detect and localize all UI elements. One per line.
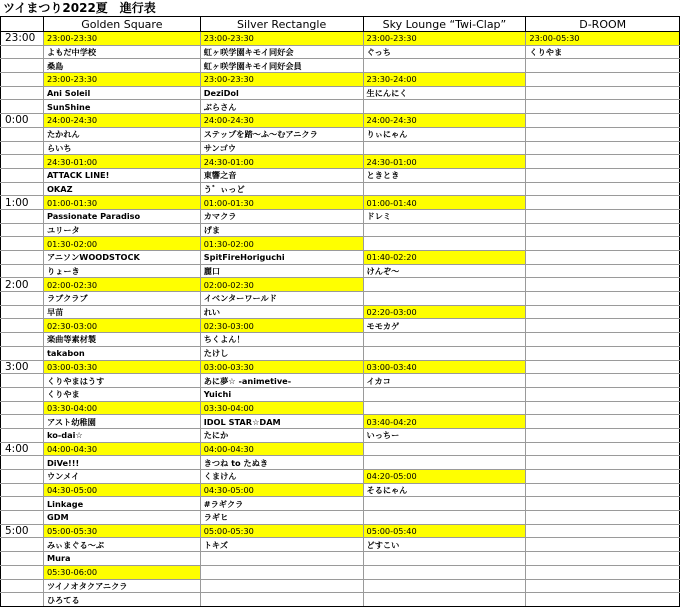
performer-cell-sky-lounge[interactable] (363, 333, 526, 347)
time-slot-cell-silver-rectangle[interactable]: 02:00-02:30 (200, 278, 363, 292)
performer-cell-golden-square[interactable]: takabon (43, 346, 200, 360)
time-label (1, 552, 44, 566)
performer-cell-sky-lounge[interactable]: ぐっち (363, 45, 526, 59)
performer-cell-sky-lounge[interactable] (363, 59, 526, 73)
table-row (1, 415, 680, 429)
table-row (1, 141, 680, 155)
table-row (1, 114, 680, 128)
time-label: 5:00 (1, 524, 44, 538)
time-label: 23:00 (1, 32, 44, 46)
performer-cell-sky-lounge[interactable]: どすこい (363, 538, 526, 552)
performer-cell-d-room[interactable] (526, 182, 680, 196)
time-label (1, 415, 44, 429)
table-row (1, 100, 680, 114)
performer-cell-silver-rectangle[interactable]: Yuichi (200, 387, 363, 401)
time-slot-cell-golden-square[interactable]: 24:00-24:30 (43, 114, 200, 128)
time-slot-cell-golden-square[interactable]: 04:30-05:00 (43, 483, 200, 497)
performer-cell-d-room[interactable] (526, 552, 680, 566)
time-slot-cell-silver-rectangle[interactable]: 23:00-23:30 (200, 32, 363, 46)
performer-cell-d-room[interactable] (526, 565, 680, 579)
time-slot-cell-d-room[interactable]: 23:00-05:30 (526, 32, 680, 46)
performer-cell-silver-rectangle[interactable]: たにか (200, 428, 363, 442)
table-row (1, 32, 680, 46)
performer-cell-golden-square[interactable]: りょーき (43, 264, 200, 278)
table-row (1, 251, 680, 265)
performer-cell-d-room[interactable] (526, 73, 680, 87)
performer-cell-silver-rectangle[interactable]: SpitFireHoriguchi (200, 251, 363, 265)
time-label (1, 470, 44, 484)
performer-cell-golden-square[interactable]: OKAZ (43, 182, 200, 196)
table-row (1, 524, 680, 538)
performer-cell-silver-rectangle[interactable]: れい (200, 305, 363, 319)
performer-cell-silver-rectangle[interactable]: 虹ヶ咲学園キモイ同好会 (200, 45, 363, 59)
performer-cell-silver-rectangle[interactable]: ちくよん！ (200, 333, 363, 347)
time-label (1, 593, 44, 607)
table-row (1, 264, 680, 278)
performer-cell-sky-lounge[interactable] (363, 387, 526, 401)
performer-cell-silver-rectangle[interactable]: DeziDol (200, 86, 363, 100)
performer-cell-silver-rectangle[interactable] (200, 579, 363, 593)
performer-cell-golden-square[interactable]: くりやま (43, 387, 200, 401)
table-row (1, 346, 680, 360)
time-label (1, 45, 44, 59)
time-label (1, 251, 44, 265)
table-row (1, 168, 680, 182)
time-slot-cell-silver-rectangle[interactable]: 04:30-05:00 (200, 483, 363, 497)
performer-cell-silver-rectangle[interactable]: イベンターワールド (200, 292, 363, 306)
performer-cell-d-room[interactable] (526, 114, 680, 128)
table-row (1, 305, 680, 319)
performer-cell-golden-square[interactable]: 楽曲等素材製 (43, 333, 200, 347)
time-slot-cell-sky-lounge[interactable]: 05:00-05:40 (363, 524, 526, 538)
time-slot-cell-sky-lounge[interactable]: 24:30-01:00 (363, 155, 526, 169)
performer-cell-d-room[interactable] (526, 292, 680, 306)
table-row (1, 292, 680, 306)
table-row (1, 497, 680, 511)
time-label (1, 428, 44, 442)
performer-cell-silver-rectangle[interactable]: くまけん (200, 470, 363, 484)
time-slot-cell-golden-square[interactable]: 04:00-04:30 (43, 442, 200, 456)
performer-cell-golden-square[interactable]: みぃまぐる～ぷ (43, 538, 200, 552)
performer-cell-d-room[interactable] (526, 524, 680, 538)
performer-cell-golden-square[interactable]: くりやまはうす (43, 374, 200, 388)
performer-cell-d-room[interactable] (526, 168, 680, 182)
performer-cell-silver-rectangle[interactable] (200, 552, 363, 566)
performer-cell-d-room[interactable] (526, 278, 680, 292)
performer-cell-golden-square[interactable]: 桑島 (43, 59, 200, 73)
time-slot-cell-golden-square[interactable]: 02:00-02:30 (43, 278, 200, 292)
performer-cell-golden-square[interactable]: ツイノオタクアニクラ (43, 579, 200, 593)
time-slot-cell-silver-rectangle[interactable]: 03:30-04:00 (200, 401, 363, 415)
time-label (1, 237, 44, 251)
time-label: 1:00 (1, 196, 44, 210)
table-row (1, 209, 680, 223)
time-slot-cell-silver-rectangle[interactable]: 23:00-23:30 (200, 73, 363, 87)
performer-cell-d-room[interactable] (526, 251, 680, 265)
time-label (1, 59, 44, 73)
performer-cell-d-room[interactable] (526, 141, 680, 155)
performer-cell-golden-square[interactable]: ATTACK LINE! (43, 168, 200, 182)
table-row (1, 182, 680, 196)
performer-cell-sky-lounge[interactable] (363, 237, 526, 251)
performer-cell-golden-square[interactable]: Linkage (43, 497, 200, 511)
table-row (1, 538, 680, 552)
table-row (1, 73, 680, 87)
time-slot-cell-silver-rectangle[interactable]: 05:00-05:30 (200, 524, 363, 538)
performer-cell-golden-square[interactable]: DiVe!!! (43, 456, 200, 470)
time-slot-cell-silver-rectangle[interactable]: 02:30-03:00 (200, 319, 363, 333)
header-d-room[interactable]: D-ROOM (526, 17, 680, 32)
time-slot-cell-golden-square[interactable]: 02:30-03:00 (43, 319, 200, 333)
table-row (1, 387, 680, 401)
time-label (1, 346, 44, 360)
time-label (1, 127, 44, 141)
time-label (1, 387, 44, 401)
performer-cell-silver-rectangle[interactable]: サンゴウ (200, 141, 363, 155)
performer-cell-sky-lounge[interactable]: ドレミ (363, 209, 526, 223)
performer-cell-sky-lounge[interactable]: そるにゃん (363, 483, 526, 497)
performer-cell-d-room[interactable] (526, 401, 680, 415)
performer-cell-sky-lounge[interactable]: りぃにゃん (363, 127, 526, 141)
timetable (0, 16, 680, 607)
table-row (1, 155, 680, 169)
performer-cell-sky-lounge[interactable] (363, 442, 526, 456)
time-slot-cell-golden-square[interactable]: 23:00-23:30 (43, 73, 200, 87)
table-row (1, 456, 680, 470)
performer-cell-golden-square[interactable]: たかれん (43, 127, 200, 141)
time-slot-cell-sky-lounge[interactable]: 24:00-24:30 (363, 114, 526, 128)
time-slot-cell-sky-lounge[interactable]: 23:30-24:00 (363, 73, 526, 87)
performer-cell-silver-rectangle[interactable]: ラギヒ (200, 511, 363, 525)
performer-cell-sky-lounge[interactable] (363, 593, 526, 607)
table-row (1, 428, 680, 442)
performer-cell-silver-rectangle[interactable]: 麗口 (200, 264, 363, 278)
header-golden-square[interactable]: Golden Square (43, 17, 200, 32)
performer-cell-silver-rectangle[interactable]: 東響之音 (200, 168, 363, 182)
table-row (1, 565, 680, 579)
performer-cell-golden-square[interactable]: GDM (43, 511, 200, 525)
performer-cell-golden-square[interactable]: ひろてる (43, 593, 200, 607)
performer-cell-silver-rectangle[interactable]: #ラギクラ (200, 497, 363, 511)
performer-cell-sky-lounge[interactable] (363, 100, 526, 114)
table-row (1, 237, 680, 251)
page-title: ツイまつり2022夏 進行表 (3, 1, 156, 15)
performer-cell-sky-lounge[interactable] (363, 278, 526, 292)
performer-cell-golden-square[interactable]: ウンメイ (43, 470, 200, 484)
performer-cell-silver-rectangle[interactable]: トキズ (200, 538, 363, 552)
header-time-col (1, 17, 44, 32)
time-label (1, 538, 44, 552)
performer-cell-sky-lounge[interactable] (363, 141, 526, 155)
performer-cell-d-room[interactable] (526, 127, 680, 141)
time-label (1, 182, 44, 196)
performer-cell-d-room[interactable] (526, 59, 680, 73)
performer-cell-golden-square[interactable]: ユリータ (43, 223, 200, 237)
table-row (1, 86, 680, 100)
time-label (1, 401, 44, 415)
time-label (1, 374, 44, 388)
table-row (1, 470, 680, 484)
table-row (1, 223, 680, 237)
table-row (1, 374, 680, 388)
performer-cell-sky-lounge[interactable] (363, 456, 526, 470)
performer-cell-d-room[interactable] (526, 511, 680, 525)
performer-cell-sky-lounge[interactable]: イカコ (363, 374, 526, 388)
time-label: 2:00 (1, 278, 44, 292)
time-label (1, 168, 44, 182)
performer-cell-silver-rectangle[interactable]: げま (200, 223, 363, 237)
performer-cell-silver-rectangle[interactable]: IDOL STAR☆DAM (200, 415, 363, 429)
performer-cell-d-room[interactable] (526, 155, 680, 169)
performer-cell-sky-lounge[interactable] (363, 401, 526, 415)
performer-cell-sky-lounge[interactable]: モモカゲ (363, 319, 526, 333)
time-label (1, 483, 44, 497)
performer-cell-sky-lounge[interactable] (363, 511, 526, 525)
table-row (1, 196, 680, 210)
time-label: 3:00 (1, 360, 44, 374)
header-row (1, 17, 680, 32)
time-slot-cell-golden-square[interactable]: 05:30-06:00 (43, 565, 200, 579)
performer-cell-d-room[interactable] (526, 319, 680, 333)
table-row (1, 319, 680, 333)
time-slot-cell-golden-square[interactable]: 24:30-01:00 (43, 155, 200, 169)
time-slot-cell-sky-lounge[interactable]: 23:00-23:30 (363, 32, 526, 46)
table-row (1, 278, 680, 292)
time-label (1, 223, 44, 237)
performer-cell-sky-lounge[interactable] (363, 346, 526, 360)
time-slot-cell-golden-square[interactable]: 01:30-02:00 (43, 237, 200, 251)
table-row (1, 59, 680, 73)
time-label (1, 497, 44, 511)
time-slot-cell-sky-lounge[interactable]: 02:20-03:00 (363, 305, 526, 319)
performer-cell-d-room[interactable] (526, 333, 680, 347)
time-label (1, 100, 44, 114)
time-label: 0:00 (1, 114, 44, 128)
performer-cell-d-room[interactable] (526, 100, 680, 114)
time-label (1, 565, 44, 579)
time-label (1, 86, 44, 100)
performer-cell-golden-square[interactable]: アニソンWOODSTOCK (43, 251, 200, 265)
performer-cell-silver-rectangle[interactable]: カマクラ (200, 209, 363, 223)
time-label (1, 209, 44, 223)
performer-cell-silver-rectangle[interactable]: う゛ぃっど (200, 182, 363, 196)
performer-cell-d-room[interactable] (526, 223, 680, 237)
performer-cell-d-room[interactable] (526, 470, 680, 484)
time-label (1, 73, 44, 87)
performer-cell-silver-rectangle[interactable]: ぶらさん (200, 100, 363, 114)
performer-cell-silver-rectangle[interactable]: たけし (200, 346, 363, 360)
performer-cell-sky-lounge[interactable] (363, 497, 526, 511)
performer-cell-d-room[interactable] (526, 428, 680, 442)
performer-cell-d-room[interactable] (526, 360, 680, 374)
performer-cell-d-room[interactable] (526, 442, 680, 456)
performer-cell-golden-square[interactable]: Mura (43, 552, 200, 566)
performer-cell-golden-square[interactable]: SunShine (43, 100, 200, 114)
time-slot-cell-silver-rectangle[interactable]: 03:00-03:30 (200, 360, 363, 374)
performer-cell-sky-lounge[interactable]: ときとき (363, 168, 526, 182)
time-label (1, 456, 44, 470)
performer-cell-d-room[interactable] (526, 497, 680, 511)
performer-cell-sky-lounge[interactable] (363, 182, 526, 196)
table-row (1, 579, 680, 593)
table-row (1, 483, 680, 497)
time-slot-cell-golden-square[interactable]: 05:00-05:30 (43, 524, 200, 538)
performer-cell-d-room[interactable] (526, 374, 680, 388)
time-label (1, 319, 44, 333)
performer-cell-d-room[interactable] (526, 264, 680, 278)
performer-cell-d-room[interactable] (526, 346, 680, 360)
performer-cell-silver-rectangle[interactable]: 虹ヶ咲学園キモイ同好会員 (200, 59, 363, 73)
performer-cell-d-room[interactable] (526, 415, 680, 429)
performer-cell-sky-lounge[interactable] (363, 223, 526, 237)
table-row (1, 360, 680, 374)
time-label (1, 264, 44, 278)
performer-cell-sky-lounge[interactable] (363, 552, 526, 566)
performer-cell-golden-square[interactable]: らいち (43, 141, 200, 155)
time-slot-cell-golden-square[interactable]: 03:00-03:30 (43, 360, 200, 374)
performer-cell-golden-square[interactable]: ラブクラブ (43, 292, 200, 306)
table-row (1, 552, 680, 566)
header-silver-rectangle[interactable]: Silver Rectangle (200, 17, 363, 32)
performer-cell-d-room[interactable] (526, 305, 680, 319)
performer-cell-sky-lounge[interactable] (363, 565, 526, 579)
time-label (1, 511, 44, 525)
performer-cell-d-room[interactable] (526, 237, 680, 251)
time-label (1, 305, 44, 319)
performer-cell-silver-rectangle[interactable] (200, 565, 363, 579)
performer-cell-golden-square[interactable]: Ani Soleil (43, 86, 200, 100)
time-label (1, 141, 44, 155)
time-slot-cell-sky-lounge[interactable]: 03:40-04:20 (363, 415, 526, 429)
performer-cell-d-room[interactable] (526, 196, 680, 210)
time-slot-cell-silver-rectangle[interactable]: 24:30-01:00 (200, 155, 363, 169)
performer-cell-d-room[interactable] (526, 86, 680, 100)
performer-cell-golden-square[interactable]: Passionate Paradiso (43, 209, 200, 223)
performer-cell-d-room[interactable] (526, 593, 680, 607)
performer-cell-sky-lounge[interactable]: けんぞ～ (363, 264, 526, 278)
time-slot-cell-sky-lounge[interactable]: 04:20-05:00 (363, 470, 526, 484)
performer-cell-d-room[interactable] (526, 456, 680, 470)
time-slot-cell-silver-rectangle[interactable]: 01:30-02:00 (200, 237, 363, 251)
time-label (1, 155, 44, 169)
performer-cell-golden-square[interactable]: アスト幼稚園 (43, 415, 200, 429)
time-slot-cell-sky-lounge[interactable]: 01:00-01:40 (363, 196, 526, 210)
performer-cell-silver-rectangle[interactable]: きつね to たぬき (200, 456, 363, 470)
performer-cell-silver-rectangle[interactable]: あに夢☆ -animetive- (200, 374, 363, 388)
performer-cell-sky-lounge[interactable] (363, 292, 526, 306)
table-row (1, 127, 680, 141)
time-label (1, 333, 44, 347)
time-slot-cell-golden-square[interactable]: 03:30-04:00 (43, 401, 200, 415)
performer-cell-sky-lounge[interactable]: 生にんにく (363, 86, 526, 100)
time-slot-cell-golden-square[interactable]: 01:00-01:30 (43, 196, 200, 210)
timetable-body (1, 17, 680, 607)
time-label (1, 579, 44, 593)
time-slot-cell-golden-square[interactable]: 23:00-23:30 (43, 32, 200, 46)
table-row (1, 333, 680, 347)
performer-cell-d-room[interactable] (526, 483, 680, 497)
performer-cell-silver-rectangle[interactable]: ステップを踏～ふ～むアニクラ (200, 127, 363, 141)
performer-cell-d-room[interactable] (526, 538, 680, 552)
time-label (1, 292, 44, 306)
table-row (1, 401, 680, 415)
header-sky-lounge[interactable]: Sky Lounge “Twi-Clap” (363, 17, 526, 32)
performer-cell-sky-lounge[interactable] (363, 579, 526, 593)
performer-cell-d-room[interactable] (526, 209, 680, 223)
performer-cell-golden-square[interactable]: 早苗 (43, 305, 200, 319)
performer-cell-golden-square[interactable]: よもだ中学校 (43, 45, 200, 59)
time-slot-cell-sky-lounge[interactable]: 03:00-03:40 (363, 360, 526, 374)
time-slot-cell-silver-rectangle[interactable]: 01:00-01:30 (200, 196, 363, 210)
performer-cell-d-room[interactable] (526, 387, 680, 401)
performer-cell-d-room[interactable]: くりやま (526, 45, 680, 59)
time-slot-cell-sky-lounge[interactable]: 01:40-02:20 (363, 251, 526, 265)
time-slot-cell-silver-rectangle[interactable]: 24:00-24:30 (200, 114, 363, 128)
performer-cell-silver-rectangle[interactable] (200, 593, 363, 607)
table-row (1, 593, 680, 607)
performer-cell-sky-lounge[interactable]: いっちー (363, 428, 526, 442)
performer-cell-d-room[interactable] (526, 579, 680, 593)
performer-cell-golden-square[interactable]: ko-dai☆ (43, 428, 200, 442)
table-row (1, 511, 680, 525)
time-label: 4:00 (1, 442, 44, 456)
time-slot-cell-silver-rectangle[interactable]: 04:00-04:30 (200, 442, 363, 456)
table-row (1, 442, 680, 456)
table-row (1, 45, 680, 59)
